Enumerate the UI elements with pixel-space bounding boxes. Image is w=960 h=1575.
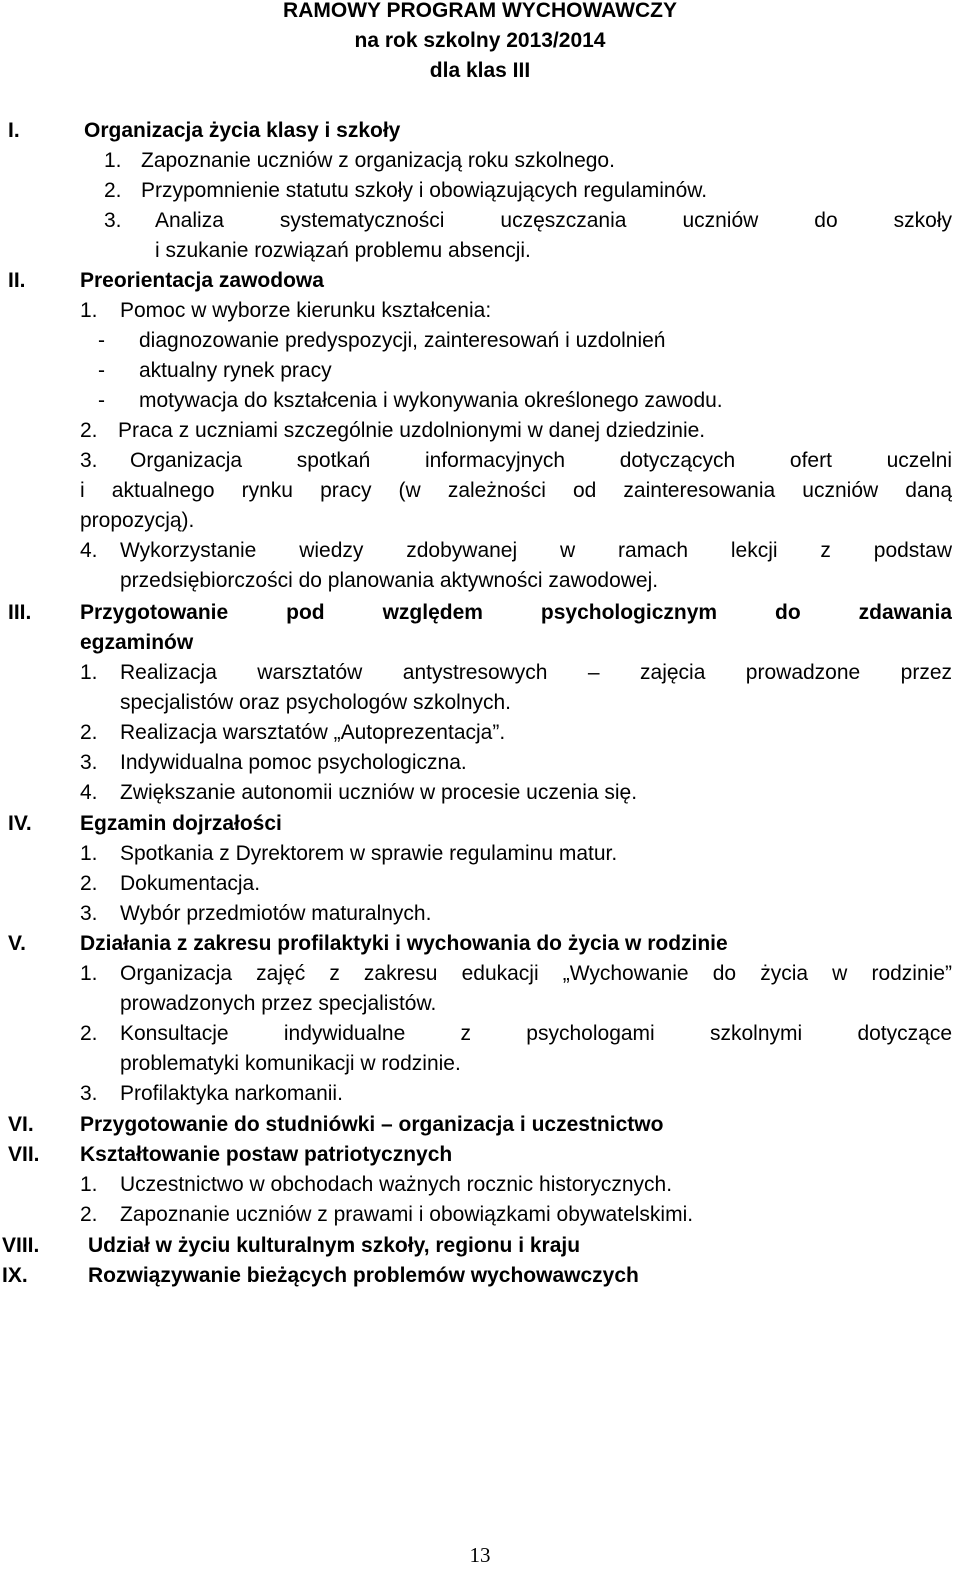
section-2-item-3-cont-1: i aktualnego rynku pracy (w zależności od zainteresowania uczniów daną bbox=[80, 479, 952, 502]
section-4-item-2: 2. Dokumentacja. bbox=[80, 872, 261, 895]
section-9-heading: IX. Rozwiązywanie bieżących problemów wychowawczych bbox=[2, 1264, 639, 1287]
section-5-item-2-cont: problematyki komunikacji w rodzinie. bbox=[120, 1052, 461, 1075]
section-2-item-3: 3. Organizacja spotkań informacyjnych dotyczących ofert uczelni bbox=[80, 449, 952, 472]
section-4-item-1: 1. Spotkania z Dyrektorem w sprawie regulaminu matur. bbox=[80, 842, 618, 865]
page-number: 13 bbox=[469, 1543, 491, 1567]
section-2-dash-3: - motywacja do kształcenia i wykonywania określonego zawodu. bbox=[98, 389, 723, 412]
section-3-item-1-cont: specjalistów oraz psychologów szkolnych. bbox=[120, 691, 512, 714]
section-2-item-4-cont: przedsiębiorczości do planowania aktywności zawodowej. bbox=[120, 569, 659, 592]
section-2-dash-1: - diagnozowanie predyspozycji, zainteresowań i uzdolnień bbox=[98, 329, 666, 352]
section-6-heading: VI. Przygotowanie do studniówki – organizacja i uczestnictwo bbox=[8, 1113, 664, 1136]
section-3-heading-cont: egzaminów bbox=[80, 631, 194, 654]
section-2-item-4: 4. Wykorzystanie wiedzy zdobywanej w ramach lekcji z podstaw bbox=[80, 539, 952, 562]
section-3-heading: III. Przygotowanie pod względem psychologicznym do zdawania bbox=[8, 601, 952, 624]
section-1-item-2: 2. Przypomnienie statutu szkoły i obowiązujących regulaminów. bbox=[104, 179, 708, 202]
section-2-item-1: 1. Pomoc w wyborze kierunku kształcenia: bbox=[80, 299, 492, 322]
section-7-item-2: 2. Zapoznanie uczniów z prawami i obowiązkami obywatelskimi. bbox=[80, 1203, 694, 1226]
section-1-item-3: 3. Analiza systematyczności uczęszczania uczniów do szkoły bbox=[104, 209, 952, 232]
section-5-item-1-cont: prowadzonych przez specjalistów. bbox=[120, 992, 437, 1015]
section-4-item-3: 3. Wybór przedmiotów maturalnych. bbox=[80, 902, 432, 925]
section-5-item-1: 1. Organizacja zajęć z zakresu edukacji „Wychowanie do życia w rodzinie” bbox=[80, 962, 952, 985]
section-5-item-3: 3. Profilaktyka narkomanii. bbox=[80, 1082, 343, 1105]
section-2-item-3-cont-2: propozycją). bbox=[80, 509, 195, 532]
section-3-item-1: 1. Realizacja warsztatów antystresowych – zajęcia prowadzone przez bbox=[80, 661, 952, 684]
section-7-heading: VII. Kształtowanie postaw patriotycznych bbox=[8, 1143, 453, 1166]
doc-class-line: dla klas III bbox=[429, 59, 531, 82]
section-7-item-1: 1. Uczestnictwo w obchodach ważnych rocznic historycznych. bbox=[80, 1173, 673, 1196]
section-1-item-1: 1. Zapoznanie uczniów z organizacją roku szkolnego. bbox=[104, 149, 615, 172]
section-4-heading: IV. Egzamin dojrzałości bbox=[8, 812, 282, 835]
section-1-item-3-cont: i szukanie rozwiązań problemu absencji. bbox=[155, 239, 531, 262]
section-2-dash-2: - aktualny rynek pracy bbox=[98, 359, 332, 382]
section-8-heading: VIII. Udział w życiu kulturalnym szkoły, regionu i kraju bbox=[2, 1234, 581, 1257]
section-5-item-2: 2. Konsultacje indywidualne z psychologami szkolnymi dotyczące bbox=[80, 1022, 952, 1045]
section-3-item-4: 4. Zwiększanie autonomii uczniów w procesie uczenia się. bbox=[80, 781, 638, 804]
doc-subtitle: na rok szkolny 2013/2014 bbox=[354, 29, 606, 52]
doc-title: RAMOWY PROGRAM WYCHOWAWCZY bbox=[283, 0, 677, 22]
section-2-heading: II. Preorientacja zawodowa bbox=[8, 269, 324, 292]
section-5-heading: V. Działania z zakresu profilaktyki i wychowania do życia w rodzinie bbox=[8, 932, 728, 955]
section-2-item-2: 2. Praca z uczniami szczególnie uzdolnionymi w danej dziedzinie. bbox=[80, 419, 706, 442]
section-1-heading: I. Organizacja życia klasy i szkoły bbox=[8, 119, 401, 142]
section-3-item-3: 3. Indywidualna pomoc psychologiczna. bbox=[80, 751, 467, 774]
section-3-item-2: 2. Realizacja warsztatów „Autoprezentacja”. bbox=[80, 721, 506, 744]
